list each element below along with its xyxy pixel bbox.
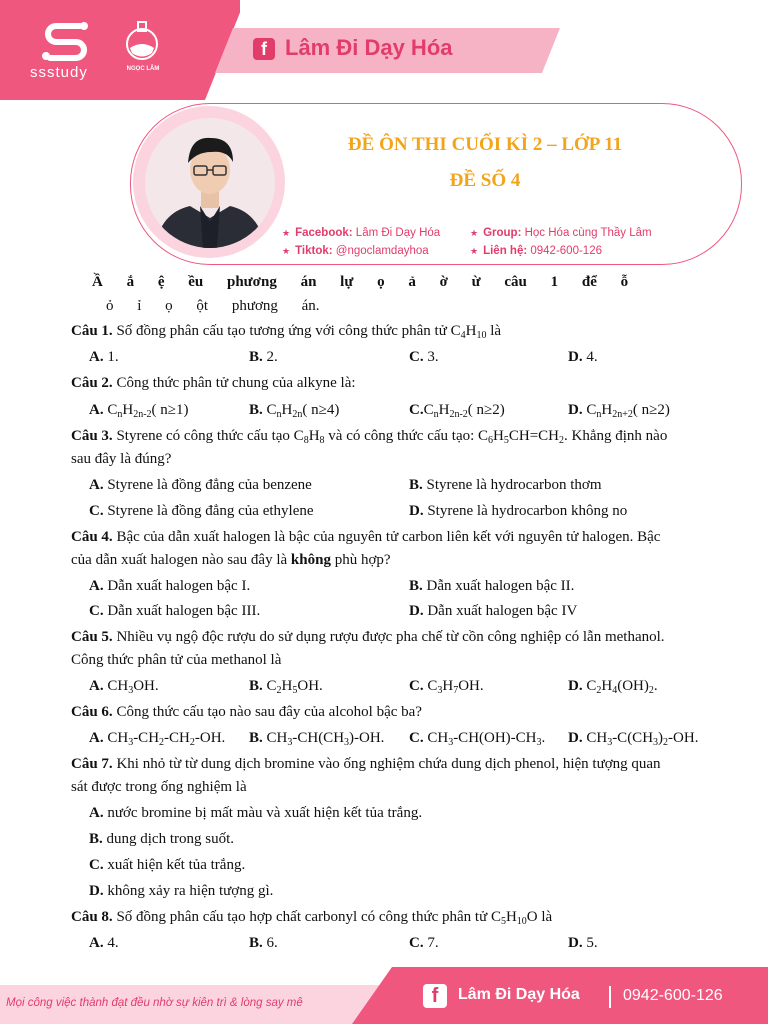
q2-option-d[interactable]: D. $C_nH_{2n+2}$( n≥2) bbox=[568, 402, 670, 420]
star-icon: ★ bbox=[470, 228, 479, 238]
q5-option-b[interactable]: B. $C_2H_5OH$. bbox=[249, 678, 323, 696]
contact-facebook[interactable]: ★ Facebook: Lâm Đi Dạy Hóa bbox=[282, 227, 441, 239]
flask-logo-text: NGỌC LÂM bbox=[126, 66, 160, 72]
q8-option-d[interactable]: D. 5. bbox=[568, 935, 598, 951]
exam-title: ĐỀ ÔN THI CUỐI KÌ 2 – LỚP 11 bbox=[347, 134, 623, 155]
footer-separator bbox=[609, 986, 611, 1008]
header-brand-name: Lâm Đi Dạy Hóa bbox=[285, 35, 453, 60]
q4-option-b[interactable]: B. Dẫn xuất halogen bậc II. bbox=[409, 578, 575, 594]
q1-option-b[interactable]: B. 2. bbox=[249, 349, 278, 365]
footer-phone[interactable]: 0942-600-126 bbox=[623, 987, 723, 1004]
q3-option-d[interactable]: D. Styrene là hydrocarbon không no bbox=[409, 503, 628, 519]
question-3-cont: sau đây là đúng? bbox=[71, 451, 172, 467]
q5-option-a[interactable]: A. $CH_3OH$. bbox=[89, 678, 159, 696]
facebook-icon: f bbox=[253, 38, 275, 60]
q5-option-d[interactable]: D. $C_2H_4(OH)_2$. bbox=[568, 678, 658, 696]
q7-option-d[interactable]: D. không xảy ra hiện tượng gì. bbox=[89, 883, 274, 899]
q7-option-c[interactable]: C. xuất hiện kết tủa trắng. bbox=[89, 857, 246, 873]
intro-line-1: Ầ ắ ệ ều phương án lự ọ ả ờ ừ câu 1 để ỗ bbox=[92, 274, 629, 290]
question-6: Câu 6. Công thức cấu tạo nào sau đây của alcohol bậc ba? bbox=[71, 704, 422, 720]
q8-option-b[interactable]: B. 6. bbox=[249, 935, 278, 951]
q3-option-b[interactable]: B. Styrene là hydrocarbon thơm bbox=[409, 477, 602, 493]
q6-option-c[interactable]: C. $CH_3-CH(OH)-CH_3$. bbox=[409, 730, 546, 748]
question-4-cont: của dẫn xuất halogen nào sau đây là không phù hợp? bbox=[71, 552, 391, 568]
q2-option-c[interactable]: $C.C_nH_{2n-2}$( n≥2) bbox=[409, 402, 505, 420]
question-8: Câu 8. Số đồng phân cấu tạo hợp chất carbonyl có công thức phân tử $C_5H_{10}O$ là bbox=[71, 909, 553, 927]
ssstudy-logo-text: ssstudy bbox=[30, 64, 88, 81]
avatar bbox=[145, 118, 275, 248]
q4-option-c[interactable]: C. Dẫn xuất halogen bậc III. bbox=[89, 603, 261, 619]
contact-group[interactable]: ★ Group: Học Hóa cùng Thầy Lâm bbox=[470, 227, 652, 239]
star-icon: ★ bbox=[470, 246, 479, 256]
footer-slogan: Mọi công việc thành đạt đều nhờ sự kiên trì & lòng say mê bbox=[6, 997, 303, 1009]
q2-option-a[interactable]: A. $C_nH_{2n-2}$( n≥1) bbox=[89, 402, 189, 420]
q5-option-c[interactable]: C. $C_3H_7OH$. bbox=[409, 678, 484, 696]
contact-tiktok[interactable]: ★ Tiktok: @ngoclamdayhoa bbox=[282, 245, 429, 257]
question-7: Câu 7. Khi nhỏ từ từ dung dịch bromine vào ống nghiệm chứa dung dịch phenol, hiện tượng quan bbox=[71, 756, 661, 772]
q6-option-a[interactable]: A. $CH_3-CH_2-CH_2-OH$. bbox=[89, 730, 226, 748]
question-5-cont: Công thức phân tử của methanol là bbox=[71, 652, 282, 668]
q3-option-a[interactable]: A. Styrene là đồng đẳng của benzene bbox=[89, 477, 312, 493]
header-logo-block bbox=[0, 0, 240, 100]
q1-option-a[interactable]: A. 1. bbox=[89, 349, 119, 365]
q6-option-b[interactable]: B. $CH_3-CH(CH_3)-OH$. bbox=[249, 730, 385, 748]
facebook-icon: f bbox=[423, 984, 447, 1008]
q3-option-c[interactable]: C. Styrene là đồng đẳng của ethylene bbox=[89, 503, 314, 519]
star-icon: ★ bbox=[282, 228, 291, 238]
intro-line-2: ỏ ỉ ọ ột phương án. bbox=[106, 298, 320, 314]
q8-option-a[interactable]: A. 4. bbox=[89, 935, 119, 951]
q7-option-a[interactable]: A. nước bromine bị mất màu và xuất hiện kết tủa trắng. bbox=[89, 805, 423, 821]
q8-option-c[interactable]: C. 7. bbox=[409, 935, 439, 951]
exam-subtitle: ĐỀ SỐ 4 bbox=[449, 170, 521, 191]
question-3: Câu 3. Styrene có công thức cấu tạo $C_8H_8$ và có công thức cấu tạo: $C_6H_5CH=CH_2$. Khẳng định nào bbox=[71, 428, 668, 446]
q1-option-c[interactable]: C. 3. bbox=[409, 349, 439, 365]
q1-option-d[interactable]: D. 4. bbox=[568, 349, 598, 365]
star-icon: ★ bbox=[282, 246, 291, 256]
q7-option-b[interactable]: B. dung dịch trong suốt. bbox=[89, 831, 235, 847]
q2-option-b[interactable]: B. $C_nH_{2n}$( n≥4) bbox=[249, 402, 340, 420]
question-2: Câu 2. Công thức phân tử chung của alkyne là: bbox=[71, 375, 356, 391]
q6-option-d[interactable]: D. $CH_3-C(CH_3)_2-OH$. bbox=[568, 730, 699, 748]
flask-logo-icon bbox=[122, 20, 162, 64]
footer-brand-name[interactable]: Lâm Đi Dạy Hóa bbox=[458, 986, 580, 1003]
contact-phone[interactable]: ★ Liên hệ: 0942-600-126 bbox=[470, 245, 602, 257]
question-7-cont: sát được trong ống nghiệm là bbox=[71, 779, 247, 795]
q4-option-a[interactable]: A. Dẫn xuất halogen bậc I. bbox=[89, 578, 251, 594]
teacher-photo bbox=[145, 118, 275, 248]
question-1: Câu 1. Số đồng phân cấu tạo tương ứng với công thức phân tử $C_4H_{10}$ là bbox=[71, 323, 502, 341]
q4-option-d[interactable]: D. Dẫn xuất halogen bậc IV bbox=[409, 603, 578, 619]
ssstudy-logo-icon bbox=[40, 18, 92, 62]
question-5: Câu 5. Nhiều vụ ngộ độc rượu do sử dụng rượu được pha chế từ cồn công nghiệp có lẫn methanol. bbox=[71, 629, 665, 645]
question-4: Câu 4. Bậc của dẫn xuất halogen là bậc của nguyên tử carbon liên kết với nguyên tử halogen. Bậc bbox=[71, 529, 661, 545]
